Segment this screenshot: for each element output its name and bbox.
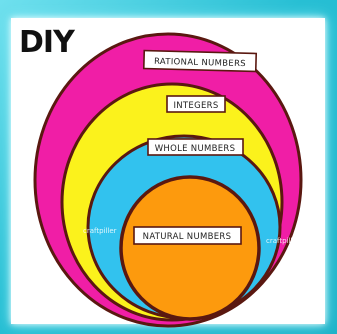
integers-label	[167, 96, 225, 112]
diy-title: DIY	[19, 25, 74, 60]
watermark-left: craftpiller	[83, 227, 117, 235]
watermark-right: craftpiller	[266, 237, 300, 245]
whole-numbers-label-text: WHOLE NUMBERS	[154, 144, 236, 154]
natural-numbers-label-text: NATURAL NUMBERS	[142, 232, 232, 242]
rational-numbers-label	[144, 51, 256, 72]
natural-numbers-label	[134, 227, 241, 244]
integers-label-text: INTEGERS	[173, 101, 219, 111]
rational-numbers-label-text: RATIONAL NUMBERS	[153, 56, 247, 70]
whole-numbers-label	[148, 139, 243, 155]
natural-numbers-region	[121, 177, 259, 319]
